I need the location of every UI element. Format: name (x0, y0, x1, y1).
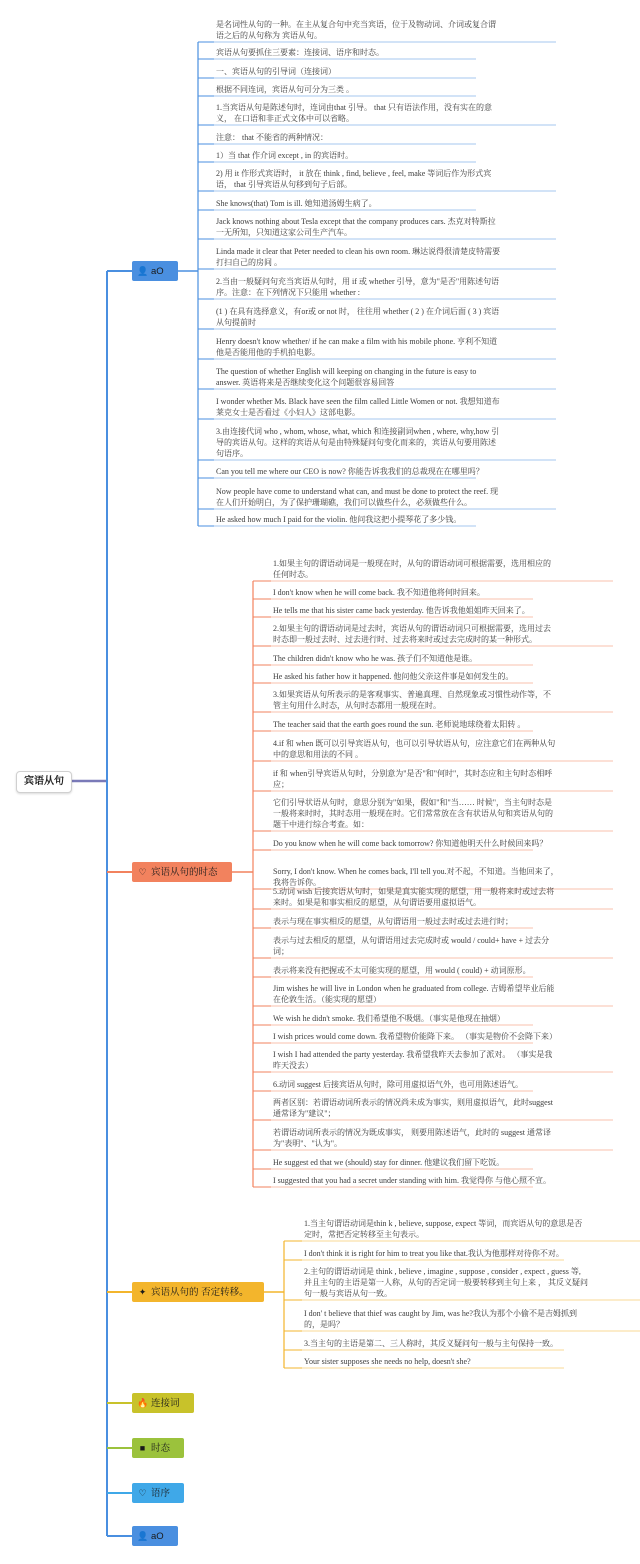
leaf-line: 在伦敦生活。（能实现的愿望） (273, 995, 381, 1004)
leaf-note[interactable] (216, 276, 499, 298)
leaf-line: 5.动词 wish 后接宾语从句时，如果是真实能实现的愿望，用一般将来时或过去将 (273, 887, 555, 896)
leaf-note[interactable] (216, 102, 492, 124)
branch-label: 宾语从句的 否定转移。 (151, 1287, 249, 1298)
leaf-line: The teacher said that the earth goes round the sun. 老师说地球绕着太阳转 。 (273, 720, 526, 729)
leaf-line: 的，是吗？ (304, 1320, 344, 1329)
leaf-line: 语之后的从句称为 宾语从句。 (216, 31, 322, 40)
leaf-note[interactable] (304, 1266, 588, 1299)
leaf-line: I don't think it is right for him to treat you like that.我认为他那样对待你不对。 (304, 1249, 564, 1258)
leaf-line: 句一般与宾语从句一致。 (304, 1289, 392, 1298)
leaf-note[interactable] (273, 1175, 551, 1186)
leaf-line: 注意： that 不能省的两种情况： (216, 133, 328, 142)
leaf-note[interactable] (273, 1097, 553, 1119)
leaf-line: Do you know when he will come back tomorrow? 你知道他明天什么时候回来吗？ (273, 839, 548, 848)
leaf-line: She knows(that) Tom is ill. 她知道汤姆生病了。 (216, 199, 377, 208)
leaf-line: The children didn't know who he was. 孩子们不知道他是谁。 (273, 654, 478, 663)
leaf-note[interactable] (216, 47, 384, 58)
leaf-line: 昨天没去） (273, 1061, 313, 1070)
leaf-line: 为"表明"、"认为"。 (273, 1139, 343, 1148)
leaf-line: 序。注意：在下列情况下只能用 whether : (216, 288, 360, 297)
leaf-line: if 和 when引导宾语从句时，分别意为"是否"和"何时"，其时态应和主句时态相呼 (273, 769, 553, 778)
leaf-line: I don't know when he will come back. 我不知道他将何时回来。 (273, 588, 485, 597)
leaf-line: 时态即一般过去时、过去进行时、过去将来时或过去完成时的某一种形式。 (273, 635, 537, 644)
leaf-line: I don' t believe that thief was caught by Jim, was he?我认为那个小偷不是吉姆抓到 (304, 1309, 577, 1318)
leaf-line: 任何时态。 (273, 570, 313, 579)
leaf-line: 1.当宾语从句是陈述句时，连词由that 引导。 that 只有语法作用，没有实在的意 (216, 103, 492, 112)
leaf-line: 我将告诉你。 (273, 878, 321, 887)
leaf-note[interactable] (304, 1338, 558, 1349)
leaf-note[interactable] (273, 587, 485, 598)
leaf-note[interactable] (273, 866, 559, 888)
leaf-line: 应； (273, 780, 289, 789)
leaf-note[interactable] (216, 426, 499, 459)
leaf-line: I wish I had attended the party yesterday. 我希望我昨天去参加了派对。 （事实是我 (273, 1050, 553, 1059)
leaf-note[interactable] (273, 1031, 557, 1042)
leaf-line: Your sister supposes she needs no help, doesn't she? (304, 1357, 471, 1366)
leaf-note[interactable] (216, 19, 496, 41)
leaf-line: 词； (273, 947, 289, 956)
leaf-line: I wish prices would come down. 我希望物价能降下来。 （事实是物价不会降下来） (273, 1032, 557, 1041)
branch-label: 宾语从句的时态 (151, 867, 218, 878)
leaf-line: 一无所知，只知道这家公司生产汽车。 (216, 228, 352, 237)
branch-label: 时态 (151, 1443, 171, 1454)
leaf-line: 来时。如果是和事实相反的愿望，从句谓语要用虚拟语气。 (273, 898, 481, 907)
leaf-note[interactable] (273, 916, 513, 927)
leaf-line: 他是否能用他的手机拍电影。 (216, 348, 320, 357)
leaf-line: Sorry, I don't know. When he comes back, I'll tell you.对不起，不知道。当他回来了， (273, 867, 559, 876)
person-icon: 👤 (137, 1531, 149, 1541)
leaf-line: 宾语从句要抓住三要素：连接词、语序和时态。 (216, 48, 384, 57)
leaf-line: Now people have come to understand what can, and must be done to protect the reef. 现 (216, 487, 499, 496)
heart-icon: ♡ (138, 867, 147, 877)
leaf-line: Can you tell me where our CEO is now? 你能告诉我我们的总裁现在在哪里吗？ (216, 467, 484, 476)
branch-label: aO (151, 266, 164, 277)
leaf-note[interactable] (273, 738, 555, 760)
leaf-line: 表示与过去相反的愿望，从句谓语用过去完成时或 would / could+ have + 过去分 (273, 936, 550, 945)
leaf-line: answer. 英语将来是否继续变化这个问题很容易回答 (216, 378, 395, 387)
leaf-note[interactable] (216, 486, 498, 508)
leaf-note[interactable] (273, 1049, 552, 1071)
leaf-line: He suggest ed that we (should) stay for dinner. 他建议我们留下吃饭。 (273, 1158, 505, 1167)
leaf-line: 义， 在口语和非正式文体中可以省略。 (216, 114, 354, 123)
leaf-note[interactable] (273, 838, 547, 849)
leaf-line: 莱克女士是否看过《小妇人》这部电影。 (216, 408, 360, 417)
root-node[interactable]: 宾语从句 (16, 771, 72, 793)
branch-label: aO (151, 1531, 164, 1542)
leaf-line: The question of whether English will keeping on changing in the future is easy to (216, 367, 477, 376)
leaf-line: 3.当主句的主语是第二、三人称时，其反义疑问句一般与主句保持一致。 (304, 1339, 558, 1348)
leaf-note[interactable] (216, 514, 461, 525)
leaf-note[interactable] (273, 797, 553, 830)
leaf-note[interactable] (273, 768, 552, 790)
leaf-line: 语， that 引导宾语从句移到句子后部。 (216, 180, 352, 189)
leaf-line: 题干中进行综合考查。如： (273, 820, 369, 829)
branch-label: 连接词 (151, 1398, 180, 1409)
leaf-line: 它们引导状语从句时，意思分别为"如果，假如"和"当…… 时候"，当主句时态是 (273, 798, 553, 807)
leaf-note[interactable] (216, 84, 354, 95)
leaf-line: I wonder whether Ms. Black have seen the film called Little Women or not. 我想知道布 (216, 397, 500, 406)
leaf-line: 并且主句的主语是第一人称，从句的否定词一般要转移到主句上来 ， 其反义疑问 (304, 1278, 588, 1287)
leaf-line: 定时，常把否定转移至主句表示。 (304, 1230, 424, 1239)
leaf-note[interactable] (216, 306, 499, 328)
leaf-note[interactable] (273, 605, 530, 616)
leaf-note[interactable] (216, 66, 336, 77)
flame-icon: 🔥 (137, 1398, 149, 1408)
leaf-line: He asked how much I paid for the violin. 他问我这把小提琴花了多少钱。 (216, 515, 462, 524)
leaf-line: 管主句用什么时态，从句时态都用一般现在时。 (273, 701, 441, 710)
leaf-note[interactable] (273, 886, 554, 908)
branch-tense[interactable] (132, 862, 232, 882)
leaf-line: 打扫自己的房间 。 (216, 258, 282, 267)
leaf-line: 在人们开始明白，为了保护珊瑚礁，我们可以做些什么，必须做些什么。 (216, 498, 472, 507)
leaf-note[interactable] (273, 671, 513, 682)
square-icon: ■ (139, 1443, 146, 1453)
leaf-note[interactable] (304, 1356, 471, 1367)
leaf-line: 2) 用 it 作形式宾语时， it 放在 think , find, believe , feel, make 等词后作为形式宾 (216, 169, 492, 178)
leaf-line: Linda made it clear that Peter needed to clean his own room. 琳达说得很清楚皮特需要 (216, 247, 501, 256)
leaf-note[interactable] (216, 366, 476, 388)
leaf-line: He asked his father how it happened. 他问他父亲这件事是如何发生的。 (273, 672, 514, 681)
branch-conjunctions[interactable] (132, 1393, 194, 1413)
leaf-line: 通常译为"建议"； (273, 1109, 336, 1118)
leaf-line: 一、宾语从句的引导词（连接词） (216, 67, 336, 76)
leaf-note[interactable] (273, 623, 551, 645)
leaf-note[interactable] (304, 1218, 582, 1240)
leaf-note[interactable] (273, 653, 477, 664)
leaf-note[interactable] (216, 246, 500, 268)
branch-tense-short[interactable] (132, 1438, 184, 1458)
leaf-line: 2.主句的谓语动词是 think , believe , imagine , suppose , consider , expect , guess 等, (304, 1267, 581, 1276)
leaf-note[interactable] (216, 466, 484, 477)
leaf-note[interactable] (273, 935, 549, 957)
leaf-note[interactable] (273, 1157, 504, 1168)
leaf-note[interactable] (273, 1013, 505, 1024)
leaf-line: We wish he didn't smoke. 我们希望他不吸烟。（事实是他现在抽烟） (273, 1014, 505, 1023)
leaf-line: 根据不同连词，宾语从句可分为三类 。 (216, 85, 354, 94)
leaf-line: Henry doesn't know whether/ if he can make a film with his mobile phone. 亨利不知道 (216, 337, 498, 346)
leaf-line: (1 ) 在具有选择意义，有or或 or not 时， 往往用 whether ( 2 ) 在介词后面 ( 3 ) 宾语 (216, 307, 500, 316)
leaf-note[interactable] (304, 1308, 577, 1330)
leaf-note[interactable] (304, 1248, 564, 1259)
branch-label: 语序 (151, 1488, 171, 1499)
leaf-note[interactable] (216, 132, 328, 143)
leaf-line: 表示将来没有把握或不太可能实现的愿望，用 would ( could) + 动词原形。 (273, 966, 531, 975)
leaf-note[interactable] (273, 1079, 523, 1090)
leaf-note[interactable] (216, 396, 500, 418)
leaf-line: 1.当主句谓语动词是thin k , believe, suppose, expect 等词，而宾语从句的意思是否 (304, 1219, 583, 1228)
leaf-note[interactable] (216, 150, 353, 161)
leaf-line: 6.动词 suggest 后接宾语从句时，除可用虚拟语气外，也可用陈述语气。 (273, 1080, 523, 1089)
leaf-line: 4.if 和 when 既可以引导宾语从句，也可以引导状语从句，应注意它们在两种从句 (273, 739, 556, 748)
sparkle-icon: ✦ (138, 1287, 147, 1297)
leaf-note[interactable] (273, 719, 525, 730)
leaf-line: 两者区别：若谓语动词所表示的情况尚未成为事实，则用虚拟语气，此时suggest (273, 1098, 553, 1107)
leaf-line: 一般将来时时，其时态用一般现在时。它们常常放在含有状语从句和宾语从句的 (273, 809, 553, 818)
heart-icon: ♡ (138, 1488, 147, 1498)
leaf-line: 导的宾语从句。这样的宾语从句是由特殊疑问句变化而来的，宾语从句要用陈述 (216, 438, 496, 447)
leaf-line: 中的意思和用法的不同 。 (273, 750, 363, 759)
leaf-line: He tells me that his sister came back yesterday. 他告诉我他姐姐昨天回来了。 (273, 606, 530, 615)
leaf-note[interactable] (273, 689, 551, 711)
leaf-line: 句语序。 (216, 449, 248, 458)
leaf-line: Jim wishes he will live in London when he graduated from college. 吉姆希望毕业后能 (273, 984, 555, 993)
branch-ao-bottom[interactable] (132, 1526, 178, 1546)
leaf-line: 3.如果宾语从句所表示的是客观事实、普遍真理、自然现象或习惯性动作等，不 (273, 690, 551, 699)
leaf-line: Jack knows nothing about Tesla except that the company produces cars. 杰克对特斯拉 (216, 217, 496, 226)
leaf-line: 若谓语动词所表示的情况为既成事实， 则要用陈述语气，此时的 suggest 通常译 (273, 1128, 551, 1137)
leaf-note[interactable] (216, 168, 491, 190)
branch-word-order[interactable] (132, 1483, 184, 1503)
leaf-line: 1）当 that 作介词 except , in 的宾语时。 (216, 151, 354, 160)
leaf-note[interactable] (216, 336, 497, 358)
leaf-note[interactable] (216, 198, 377, 209)
leaf-line: I suggested that you had a secret under standing with him. 我觉得你 与他心照不宣。 (273, 1176, 551, 1185)
branch-negation-transfer[interactable] (132, 1282, 264, 1302)
leaf-note[interactable] (273, 558, 551, 580)
branch-ao-top[interactable] (132, 261, 178, 281)
leaf-note[interactable] (273, 983, 555, 1005)
leaf-line: 3.由连接代词 who , whom, whose, what, which 和连接副词when , where, why,how 引 (216, 427, 500, 436)
leaf-line: 2.如果主句的谓语动词是过去时，宾语从句的谓语动词只可根据需要，选用过去 (273, 624, 551, 633)
leaf-note[interactable] (273, 965, 531, 976)
leaf-line: 2.当由一般疑问句充当宾语从句时，用 if 或 whether 引导，意为"是否"用陈述句语 (216, 277, 500, 286)
leaf-line: 1.如果主句的谓语动词是一般现在时，从句的谓语动词可根据需要，选用相应的 (273, 559, 551, 568)
leaf-note[interactable] (216, 216, 496, 238)
leaf-note[interactable] (273, 1127, 551, 1149)
leaf-line: 从句提前时 (216, 318, 256, 327)
person-icon: 👤 (137, 266, 149, 276)
leaf-line: 表示与现在事实相反的愿望，从句谓语用一般过去时或过去进行时； (273, 917, 513, 926)
leaf-line: 是名词性从句的一种。在主从复合句中充当宾语，位于及物动词、介词或复合谓 (216, 20, 496, 29)
